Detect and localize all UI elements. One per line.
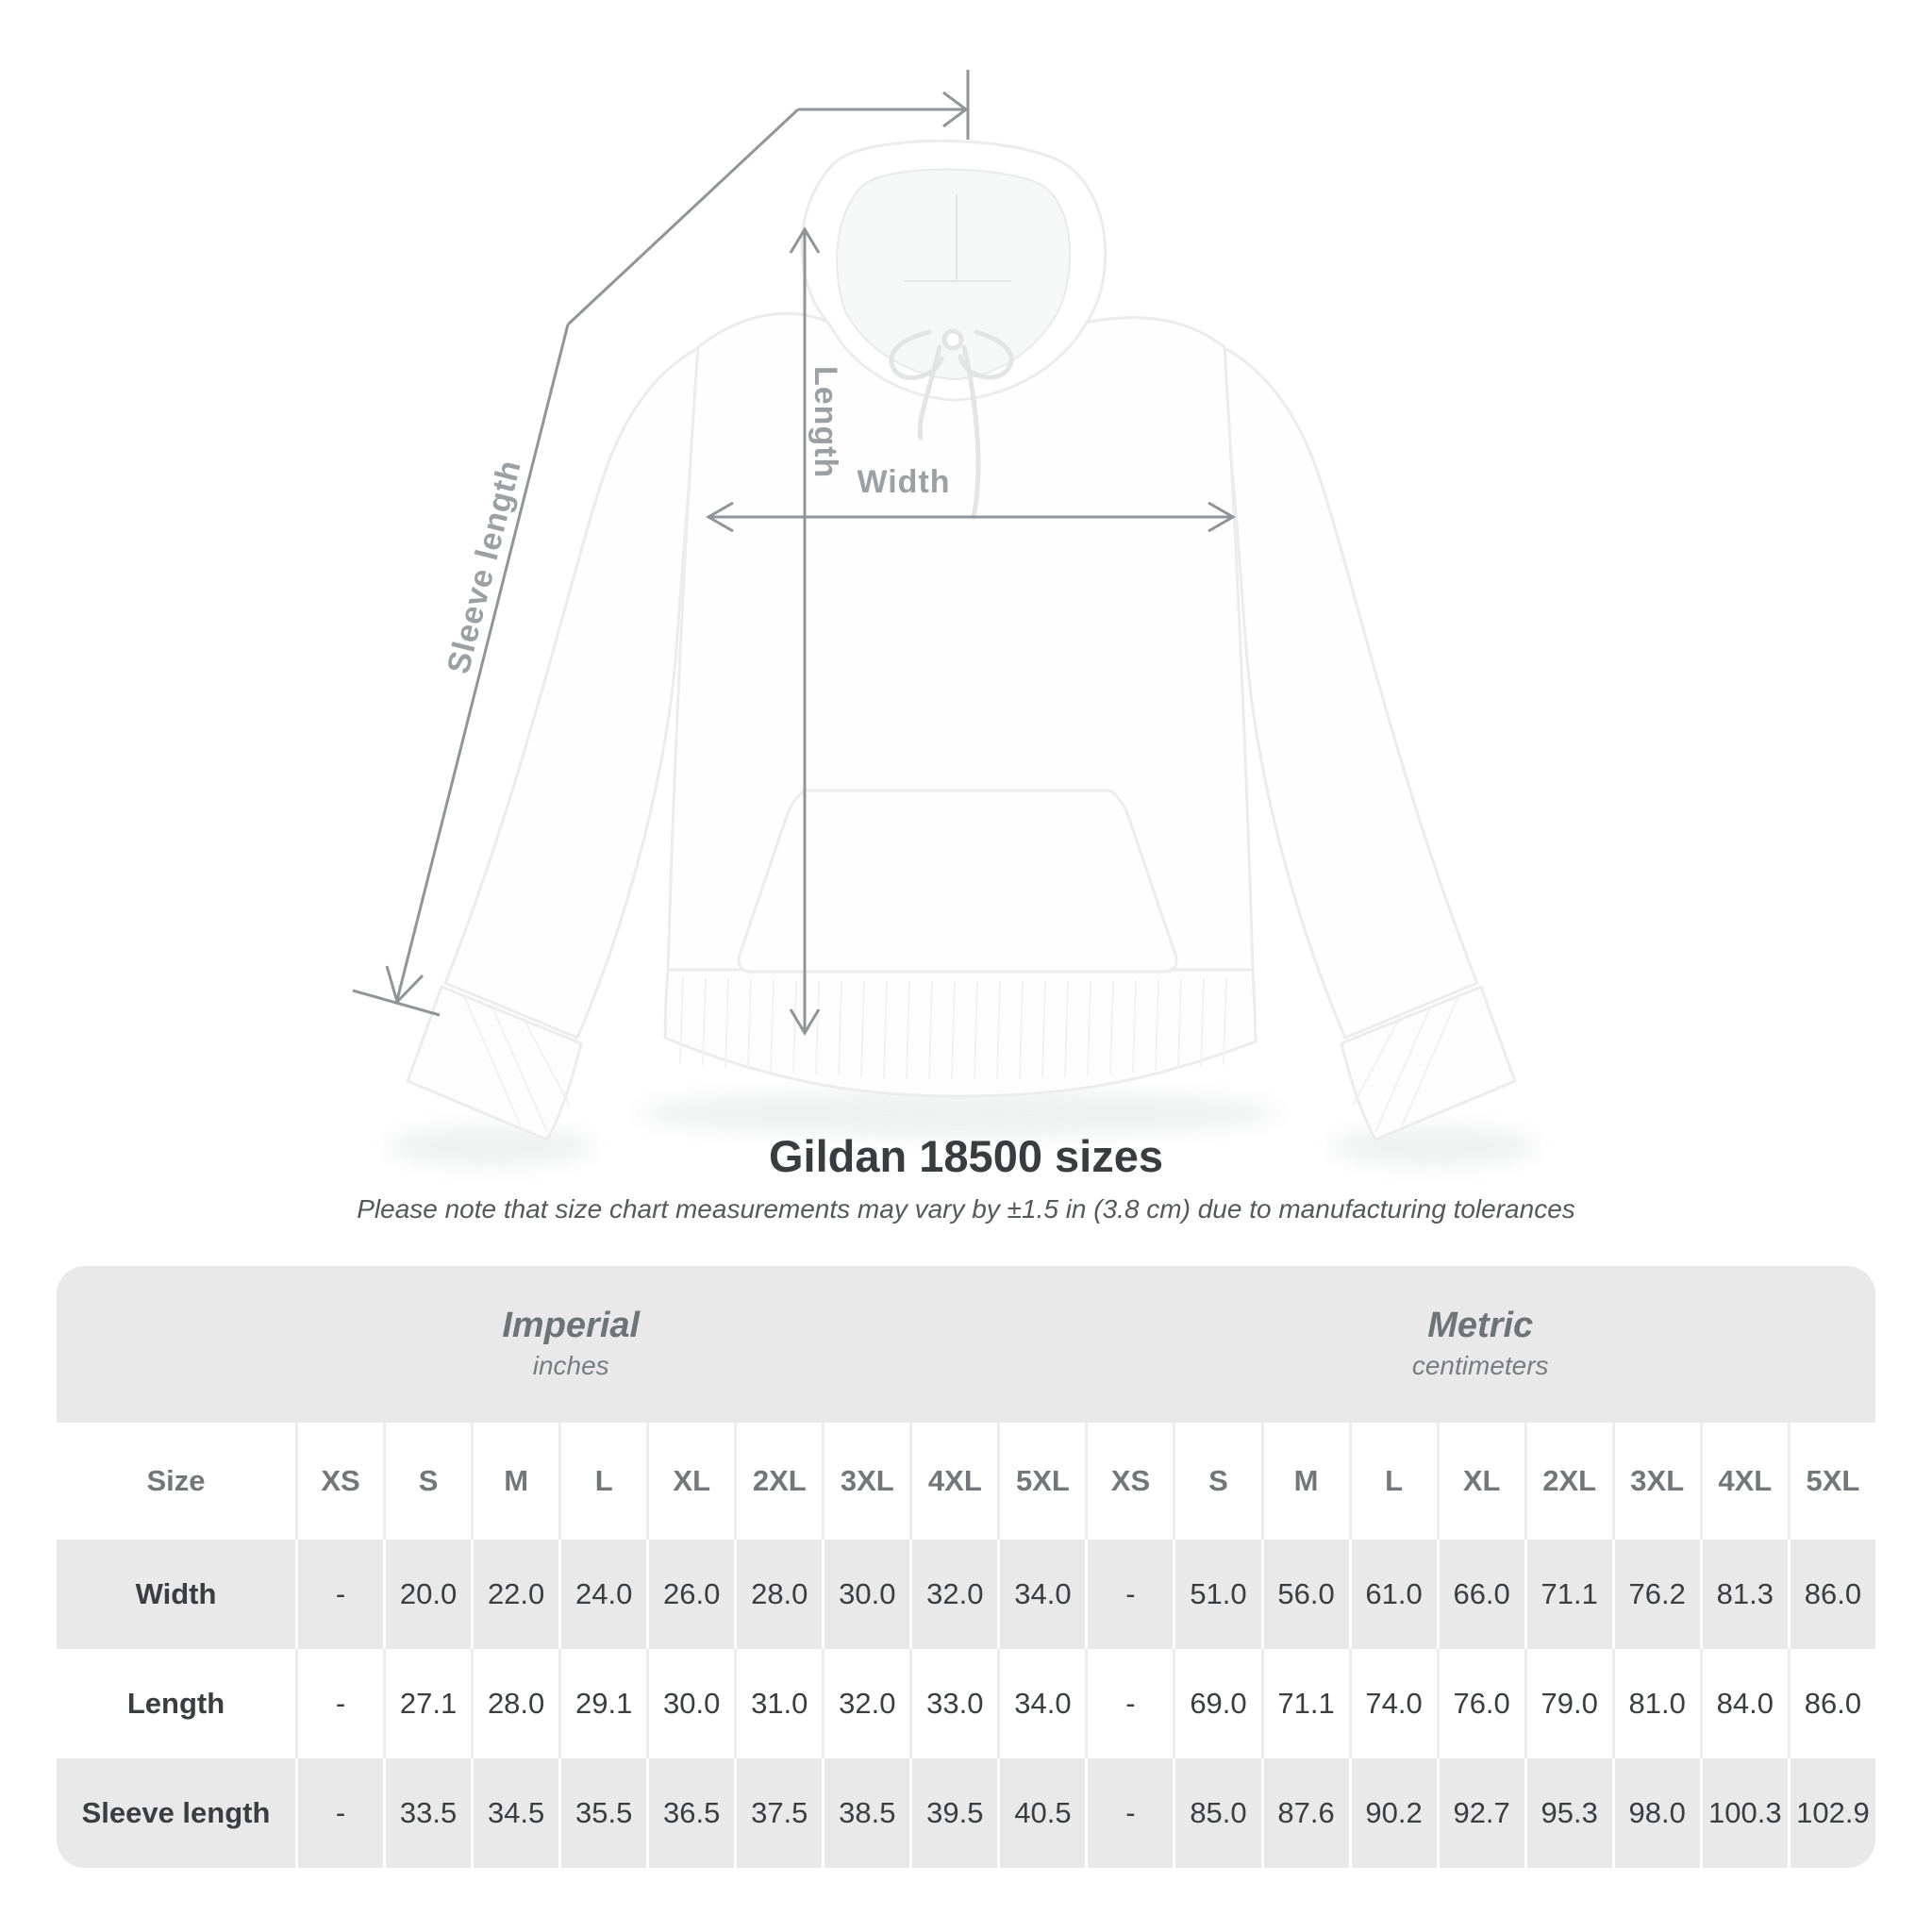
value-cell-metric-S: 85.0 [1173,1758,1260,1868]
value-cell-metric-2XL: 95.3 [1524,1758,1612,1868]
value-cell-metric-XS: - [1085,1649,1173,1758]
size-col-imperial-XL: XL [646,1423,734,1540]
value-cell-imperial-S: 20.0 [383,1540,471,1649]
size-column-header: Size [57,1423,295,1540]
size-col-imperial-3XL: 3XL [822,1423,909,1540]
size-table [57,1266,1875,1868]
metric-unit: centimeters [1411,1351,1549,1381]
size-col-imperial-4XL: 4XL [909,1423,997,1540]
value-cell-metric-5XL: 102.9 [1788,1758,1875,1868]
value-cell-imperial-5XL: 34.0 [997,1540,1085,1649]
value-cell-imperial-3XL: 32.0 [822,1649,909,1758]
value-cell-imperial-2XL: 28.0 [734,1540,822,1649]
value-cell-metric-3XL: 98.0 [1612,1758,1700,1868]
measurement-row-label: Width [57,1540,295,1649]
width-measure-label: Width [857,464,951,500]
size-col-metric-XS: XS [1085,1423,1173,1540]
value-cell-imperial-2XL: 31.0 [734,1649,822,1758]
value-cell-metric-L: 74.0 [1349,1649,1437,1758]
measurement-row-label: Sleeve length [57,1758,295,1868]
value-cell-metric-2XL: 71.1 [1524,1540,1612,1649]
value-cell-metric-4XL: 81.3 [1700,1540,1788,1649]
value-cell-metric-XS: - [1085,1540,1173,1649]
tolerance-note: Please note that size chart measurements may vary by ±1.5 in (3.8 cm) due to manufacturing tolerances [357,1194,1575,1224]
value-cell-imperial-XL: 36.5 [646,1758,734,1868]
value-cell-imperial-M: 28.0 [471,1649,558,1758]
value-cell-imperial-4XL: 32.0 [909,1540,997,1649]
value-cell-imperial-L: 24.0 [558,1540,646,1649]
unit-group-row [57,1266,1875,1423]
value-cell-imperial-4XL: 33.0 [909,1649,997,1758]
size-col-metric-L: L [1349,1423,1437,1540]
value-cell-imperial-S: 27.1 [383,1649,471,1758]
size-col-metric-XL: XL [1437,1423,1524,1540]
size-col-imperial-XS: XS [295,1423,383,1540]
value-cell-imperial-3XL: 38.5 [822,1758,909,1868]
page-title: Gildan 18500 sizes [768,1131,1164,1181]
size-header-row [57,1423,1875,1540]
imperial-group-header [57,1266,1085,1423]
value-cell-metric-M: 87.6 [1261,1758,1349,1868]
value-cell-imperial-L: 29.1 [558,1649,646,1758]
value-cell-metric-S: 51.0 [1173,1540,1260,1649]
value-cell-metric-XL: 66.0 [1437,1540,1524,1649]
value-cell-imperial-M: 22.0 [471,1540,558,1649]
value-cell-imperial-2XL: 37.5 [734,1758,822,1868]
value-cell-metric-L: 90.2 [1349,1758,1437,1868]
measurement-row [57,1540,1875,1649]
size-col-imperial-L: L [558,1423,646,1540]
value-cell-metric-4XL: 84.0 [1700,1649,1788,1758]
hoodie-right-sleeve [1219,347,1477,1038]
value-cell-metric-XL: 92.7 [1437,1758,1524,1868]
value-cell-metric-2XL: 79.0 [1524,1649,1612,1758]
value-cell-metric-M: 56.0 [1261,1540,1349,1649]
size-col-imperial-M: M [471,1423,558,1540]
measurement-row [57,1758,1875,1868]
size-col-metric-5XL: 5XL [1788,1423,1875,1540]
sleeve-length-measure-label: Sleeve length [440,456,528,677]
size-col-metric-M: M [1261,1423,1349,1540]
value-cell-metric-5XL: 86.0 [1788,1649,1875,1758]
value-cell-metric-4XL: 100.3 [1700,1758,1788,1868]
value-cell-metric-3XL: 81.0 [1612,1649,1700,1758]
length-measure-label: Length [808,366,843,479]
value-cell-imperial-4XL: 39.5 [909,1758,997,1868]
value-cell-imperial-S: 33.5 [383,1758,471,1868]
size-col-metric-3XL: 3XL [1612,1423,1700,1540]
measurement-row [57,1649,1875,1758]
value-cell-metric-XS: - [1085,1758,1173,1868]
value-cell-imperial-XL: 30.0 [646,1649,734,1758]
value-cell-imperial-XS: - [295,1540,383,1649]
hoodie-hem [665,970,1256,1096]
value-cell-metric-S: 69.0 [1173,1649,1260,1758]
hoodie-illustration [408,141,1515,1140]
value-cell-imperial-L: 35.5 [558,1758,646,1868]
size-col-imperial-2XL: 2XL [734,1423,822,1540]
value-cell-imperial-M: 34.5 [471,1758,558,1868]
value-cell-imperial-5XL: 40.5 [997,1758,1085,1868]
imperial-unit: inches [532,1351,609,1381]
metric-group-header [1085,1266,1875,1423]
size-col-metric-S: S [1173,1423,1260,1540]
imperial-label: Imperial [502,1305,641,1345]
value-cell-metric-3XL: 76.2 [1612,1540,1700,1649]
size-col-metric-2XL: 2XL [1524,1423,1612,1540]
value-cell-imperial-XS: - [295,1649,383,1758]
value-cell-metric-XL: 76.0 [1437,1649,1524,1758]
value-cell-metric-M: 71.1 [1261,1649,1349,1758]
measurement-row-label: Length [57,1649,295,1758]
value-cell-metric-5XL: 86.0 [1788,1540,1875,1649]
size-col-imperial-5XL: 5XL [997,1423,1085,1540]
value-cell-imperial-XS: - [295,1758,383,1868]
size-col-metric-4XL: 4XL [1700,1423,1788,1540]
value-cell-imperial-3XL: 30.0 [822,1540,909,1649]
value-cell-imperial-5XL: 34.0 [997,1649,1085,1758]
value-cell-imperial-XL: 26.0 [646,1540,734,1649]
size-col-imperial-S: S [383,1423,471,1540]
metric-label: Metric [1427,1305,1534,1345]
hoodie-left-sleeve [445,347,704,1038]
value-cell-metric-L: 61.0 [1349,1540,1437,1649]
